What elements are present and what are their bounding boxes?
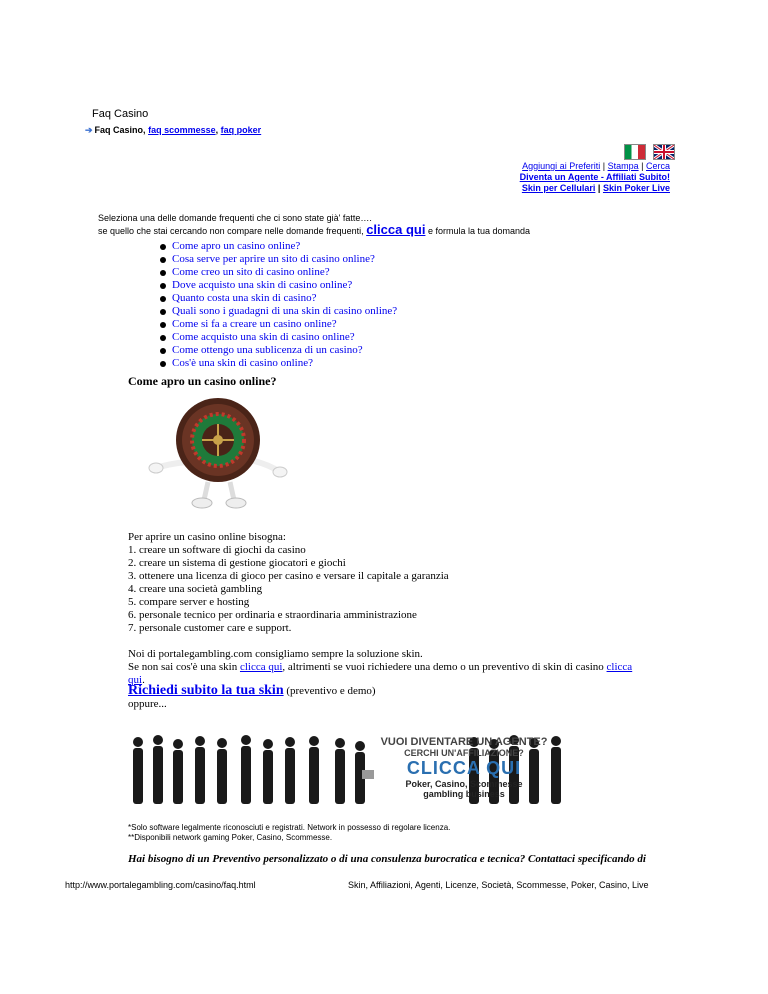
italy-flag-icon[interactable] <box>624 144 646 160</box>
breadcrumb-current: Faq Casino, <box>94 125 146 135</box>
skin-poker-live-link[interactable]: Skin Poker Live <box>602 183 670 193</box>
faq-item[interactable]: Cos'è una skin di casino online? <box>158 357 397 370</box>
cerca-link[interactable]: Cerca <box>645 161 670 171</box>
separator: | <box>597 183 601 193</box>
faq-item[interactable]: Come creo un sito di casino online? <box>158 266 397 279</box>
demo-text: , altrimenti se vuoi richiedere una demo o un preventivo di skin di casino <box>282 661 604 673</box>
skin-cellulari-link[interactable]: Skin per Cellulari <box>521 183 596 193</box>
language-flags <box>621 144 675 162</box>
separator: | <box>602 161 606 171</box>
preventivo-link-cont[interactable]: qui <box>128 674 143 686</box>
richiedi-section <box>128 684 376 711</box>
faq-list <box>158 240 397 370</box>
agent-banner[interactable] <box>128 732 568 808</box>
banner-line-4: Poker, Casino, Scommesse <box>405 779 523 789</box>
period: . <box>142 674 145 686</box>
intro-line-2: se quello che stai cercando non compare nelle domande frequenti, <box>98 226 364 236</box>
answer-step: 6. personale tecnico per ordinaria e straordinaria amministrazione <box>128 609 417 621</box>
diventa-agente-link[interactable]: Diventa un Agente - Affiliati Subito! <box>519 172 670 182</box>
answer-step: 2. creare un sistema di gestione giocatori e giochi <box>128 557 346 569</box>
arrow-right-icon: ➔ <box>85 125 93 135</box>
faq-item[interactable]: Come acquisto una skin di casino online? <box>158 331 397 344</box>
oppure-text: oppure... <box>128 698 167 710</box>
banner-clicca-qui: CLICCA QUI <box>406 758 522 778</box>
banner-line-1: VUOI DIVENTARE UN AGENTE? <box>380 736 548 748</box>
separator: | <box>641 161 644 171</box>
stampa-link[interactable]: Stampa <box>607 161 639 171</box>
answer-step: 4. creare una società gambling <box>128 583 263 595</box>
breadcrumb-separator: , <box>215 125 219 135</box>
richiedi-skin-link[interactable]: Richiedi subito la tua skin <box>128 683 284 698</box>
answer-step: 5. compare server e hosting <box>128 596 250 608</box>
faq-item[interactable]: Come ottengo una sublicenza di un casino? <box>158 344 397 357</box>
page-title: Faq Casino <box>92 108 149 120</box>
banner-line-5: gambling business <box>423 789 505 799</box>
aggiungi-preferiti-link[interactable]: Aggiungi ai Preferiti <box>522 161 601 171</box>
answer-text <box>128 531 668 700</box>
answer-intro: Per aprire un casino online bisogna: <box>128 531 286 543</box>
skin-question-text: Se non sai cos'è una skin <box>128 661 238 673</box>
richiedi-note: (preventivo e demo) <box>286 685 376 697</box>
breadcrumb <box>85 125 261 136</box>
preventivo-link[interactable]: clicca <box>606 661 633 673</box>
cos-e-skin-link[interactable]: clicca qui <box>239 661 283 673</box>
footer-url: http://www.portalegambling.com/casino/faq.html <box>65 880 256 890</box>
faq-poker-link[interactable]: faq poker <box>220 125 262 135</box>
answer-step: 1. creare un software di giochi da casino <box>128 544 306 556</box>
footnote-1: *Solo software legalmente riconosciuti e registrati. Network in possesso di regolare licenza. <box>128 823 451 832</box>
faq-item[interactable]: Come si fa a creare un casino online? <box>158 318 397 331</box>
clicca-qui-link[interactable]: clicca qui <box>366 222 426 237</box>
roulette-mascot-image <box>148 392 288 512</box>
faq-item[interactable]: Cosa serve per aprire un sito di casino online? <box>158 253 397 266</box>
faq-item[interactable]: Quanto costa una skin di casino? <box>158 292 397 305</box>
faq-item[interactable]: Come apro un casino online? <box>158 240 397 253</box>
footnotes <box>128 823 450 843</box>
question-heading: Come apro un casino online? <box>128 374 277 388</box>
contact-text: Hai bisogno di un Preventivo personalizzato o di una consulenza burocratica e tecnica? Contattaci specificando di <box>128 853 646 865</box>
answer-step: 3. ottenere una licenza di gioco per casino e versare il capitale a garanzia <box>128 570 449 582</box>
intro-line-2-end: e formula la tua domanda <box>427 226 531 236</box>
uk-flag-icon[interactable] <box>653 144 675 160</box>
top-links <box>520 161 670 194</box>
intro-line-1: Seleziona una delle domande frequenti che ci sono state già' fatte…. <box>98 213 372 223</box>
footer-keywords: Skin, Affiliazioni, Agenti, Licenze, Società, Scommesse, Poker, Casino, Live <box>348 880 649 890</box>
banner-line-2: CERCHI UN'AFFILIAZIONE? <box>404 748 524 758</box>
recommendation-text: Noi di portalegambling.com consigliamo sempre la soluzione skin. <box>128 648 423 660</box>
answer-step: 7. personale customer care e support. <box>128 622 292 634</box>
faq-scommesse-link[interactable]: faq scommesse <box>148 125 216 135</box>
intro-text <box>98 213 530 237</box>
faq-item[interactable]: Dove acquisto una skin di casino online? <box>158 279 397 292</box>
footnote-2: **Disponibili network gaming Poker, Casino, Scommesse. <box>128 833 333 842</box>
faq-item[interactable]: Quali sono i guadagni di una skin di casino online? <box>158 305 397 318</box>
